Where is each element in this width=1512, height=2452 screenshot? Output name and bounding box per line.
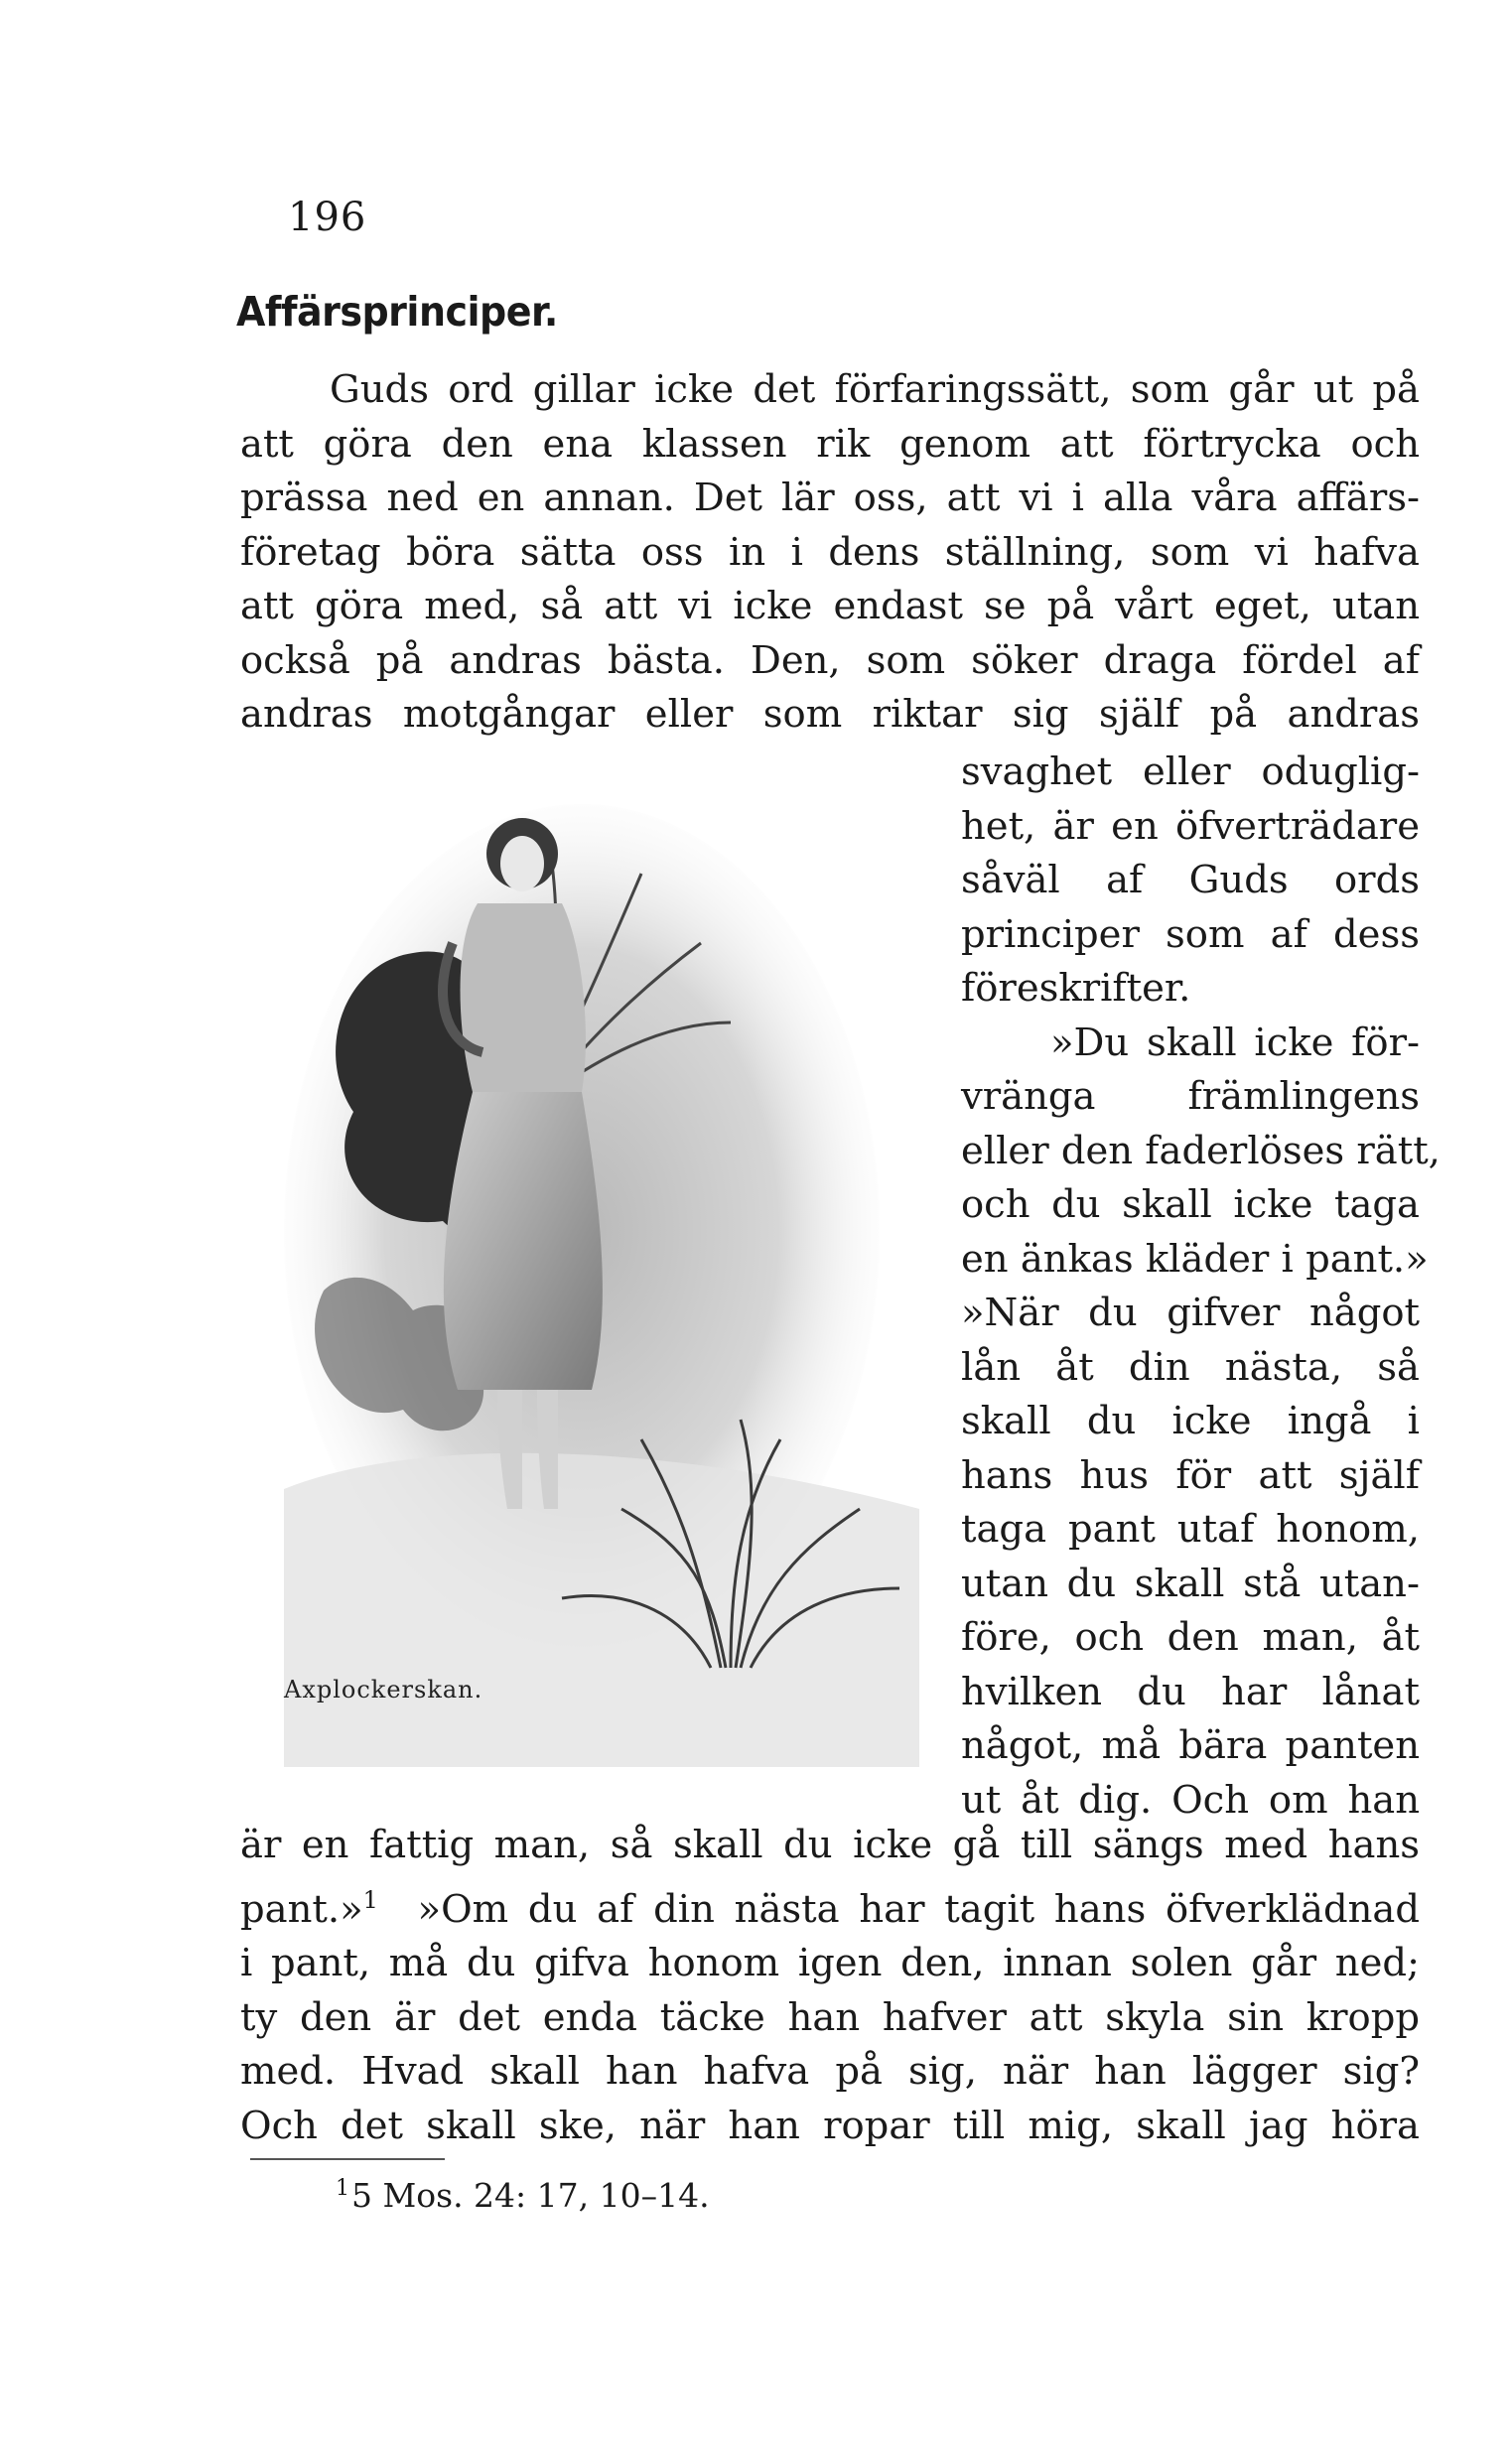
text-fragment: pant.»	[240, 1886, 363, 1932]
text-line: principer som af dess	[961, 911, 1420, 957]
text-line: med. Hvad skall han hafva på sig, när han lägger sig?	[240, 2049, 1420, 2094]
text-line: het, är en öfverträdare	[961, 803, 1420, 849]
text-line: svaghet eller oduglig-	[961, 749, 1420, 794]
paragraph-bottom	[240, 1819, 1420, 2153]
text-line: är en fattig man, så skall du icke gå till sängs med hans	[240, 1823, 1420, 1867]
text-line: ty den är det enda täcke han hafver att skyla sin kropp	[240, 1994, 1420, 2040]
text-line: »När du gifver något	[961, 1291, 1420, 1335]
footnote-mark: 1	[336, 2176, 349, 2201]
text-line: hans hus för att själf	[961, 1452, 1420, 1498]
text-line: något, må bära panten	[961, 1723, 1420, 1768]
footnote-divider	[250, 2158, 445, 2160]
text-line-with-footnote	[240, 1873, 1420, 1938]
text-line: ut åt dig. Och om han	[961, 1777, 1420, 1823]
text-line: vränga främlingens	[961, 1074, 1420, 1119]
paragraph-side	[961, 746, 1441, 1828]
text-line: och du skall icke taga	[961, 1182, 1420, 1227]
text-line: lån åt din nästa, så	[961, 1344, 1420, 1390]
illustration-gleaner	[284, 794, 939, 1767]
text-line: också på andras bästa. Den, som söker draga fördel af	[240, 637, 1420, 683]
text-line: »Du skall icke för-	[1050, 1020, 1420, 1065]
text-line: eller den faderlöses rätt,	[961, 1128, 1441, 1173]
text-line: en änkas kläder i pant.»	[961, 1236, 1429, 1282]
page-number: 196	[288, 195, 367, 240]
text-line: prässa ned en annan. Det lär oss, att vi i alla våra affärs-	[240, 476, 1420, 520]
section-heading: Affärsprinciper.	[236, 288, 558, 336]
text-line: att göra den ena klassen rik genom att förtrycka och	[240, 421, 1420, 467]
illustration-caption: Axplockerskan.	[284, 1676, 483, 1703]
text-line: i pant, må du gifva honom igen den, innan solen går ned;	[240, 1941, 1420, 1985]
paragraph-top	[240, 363, 1420, 743]
text-line: föreskrifter.	[961, 966, 1191, 1011]
text-line: Guds ord gillar icke det förfaringssätt, som går ut på	[330, 367, 1420, 412]
text-line: Och det skall ske, när han ropar till mig, skall jag höra	[240, 2103, 1420, 2148]
footnote	[336, 2176, 710, 2215]
text-line: att göra med, så att vi icke endast se på vårt eget, utan	[240, 584, 1420, 628]
text-line: utan du skall stå utan-	[961, 1561, 1420, 1606]
text-line: företag böra sätta oss in i dens ställning, som vi hafva	[240, 529, 1420, 575]
text-line: skall du icke ingå i	[961, 1399, 1420, 1443]
text-line: hvilken du har lånat	[961, 1669, 1420, 1714]
text-line: taga pant utaf honom,	[961, 1507, 1420, 1552]
text-line: andras motgångar eller som riktar sig själf på andras	[240, 692, 1420, 737]
footnote-reference: 1	[362, 1885, 378, 1914]
text-line: såväl af Guds ords	[961, 858, 1420, 902]
text-line: före, och den man, åt	[961, 1615, 1420, 1660]
text-fragment: »Om du af din nästa har tagit hans öfverklädnad	[417, 1886, 1420, 1932]
footnote-text: 5 Mos. 24: 17, 10–14.	[351, 2176, 710, 2215]
